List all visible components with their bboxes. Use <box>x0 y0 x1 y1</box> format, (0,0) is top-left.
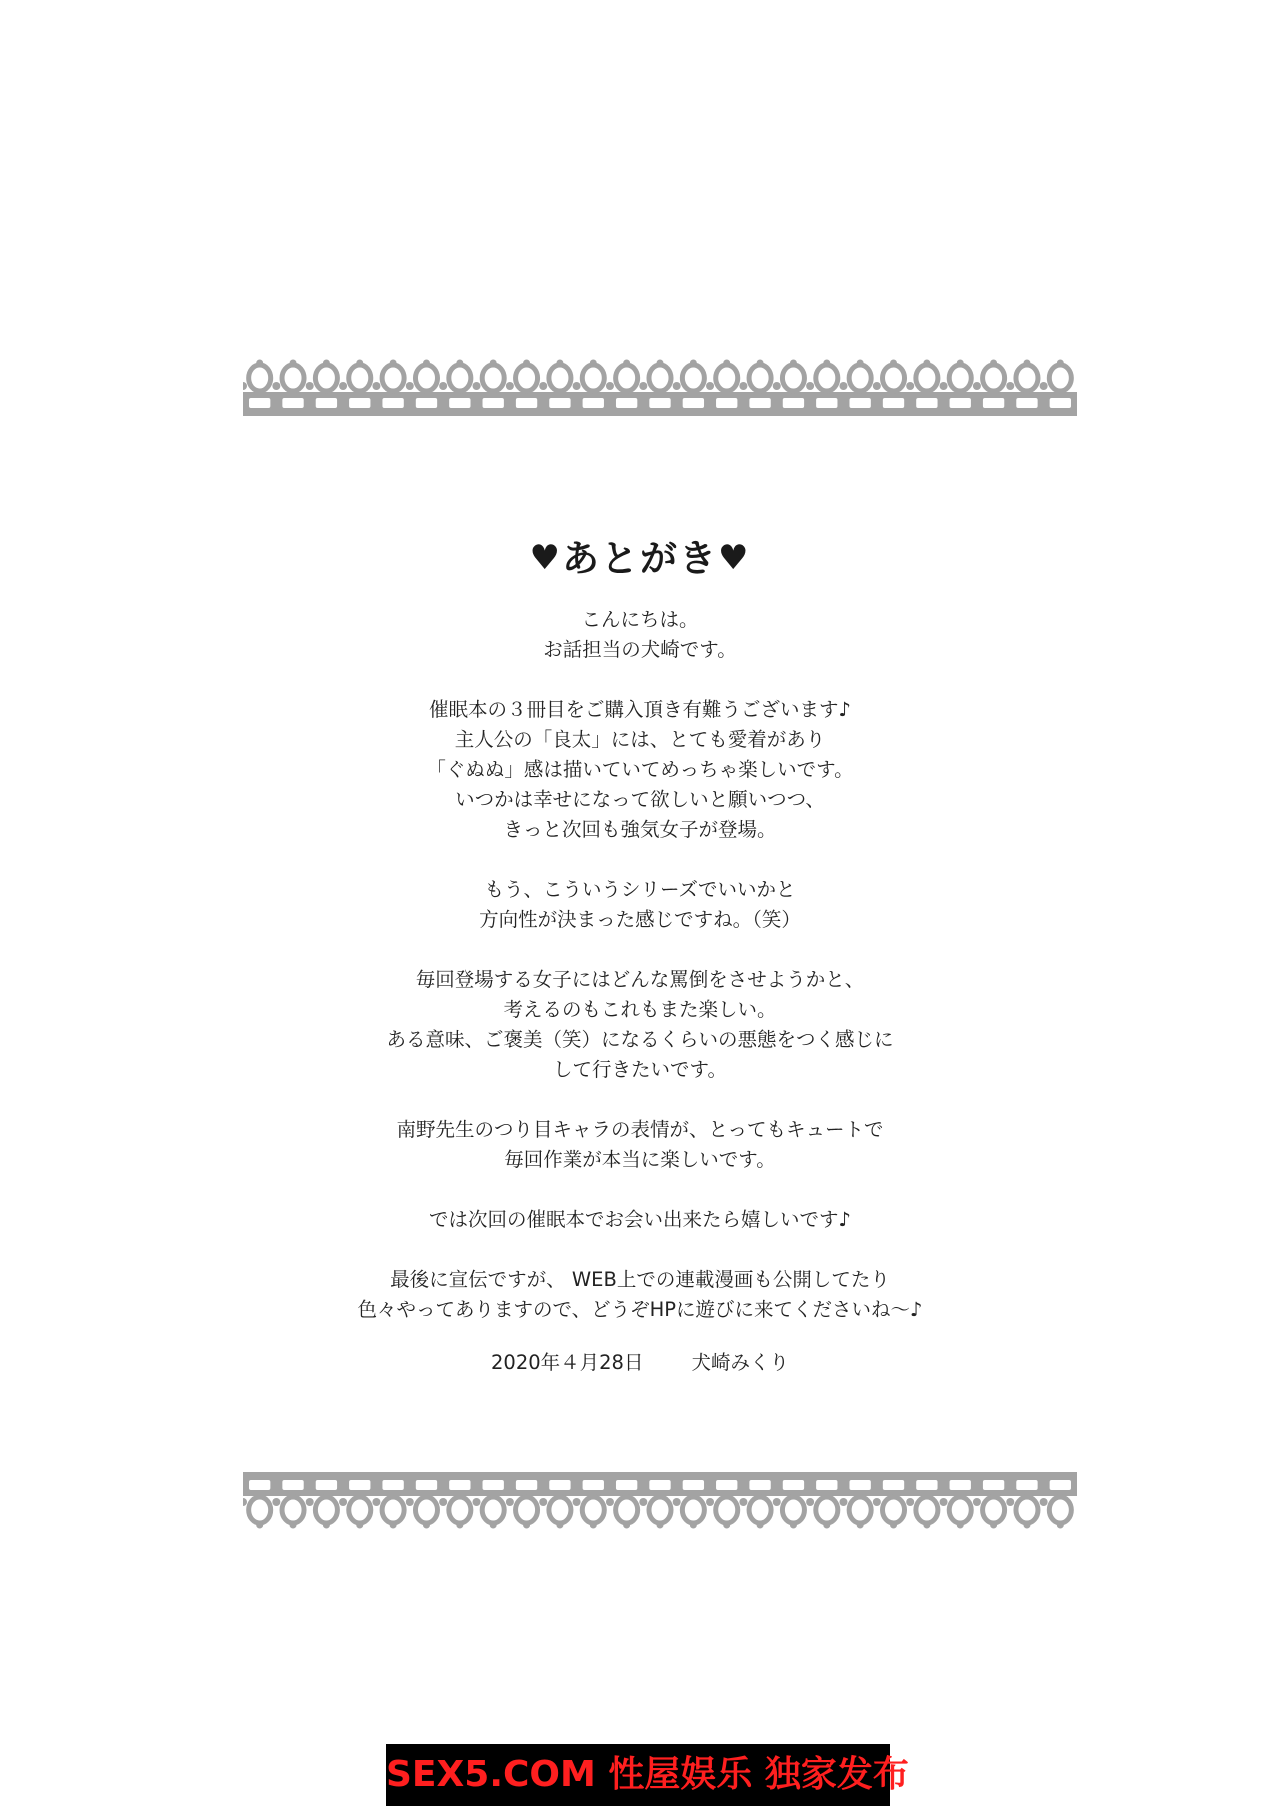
lace-loop <box>916 1497 938 1523</box>
lace-border-bottom-graphic <box>243 1468 1077 1530</box>
lace-hole <box>849 398 870 408</box>
lace-hole <box>849 1480 870 1490</box>
lace-picot <box>657 1522 664 1529</box>
lace-loop <box>749 1497 771 1523</box>
lace-loop <box>616 365 638 391</box>
lace-picot <box>390 1522 397 1529</box>
text-line: こんにちは。 <box>581 608 699 631</box>
paragraph-thanks <box>0 695 1280 845</box>
lace-picot <box>623 1522 630 1529</box>
lace-hole <box>1050 1480 1071 1490</box>
lace-border-top-graphic <box>243 358 1077 420</box>
text-line: いつかは幸せになって欲しいと願いつつ、 <box>455 788 825 811</box>
paragraph-artist <box>0 1115 1280 1175</box>
lace-hole <box>749 1480 770 1490</box>
lace-hole <box>649 1480 670 1490</box>
paragraph-series <box>0 875 1280 935</box>
lace-loop <box>516 365 538 391</box>
lace-hole <box>549 398 570 408</box>
lace-bead <box>1006 1498 1014 1506</box>
lace-bead <box>539 382 547 390</box>
lace-bead <box>606 382 614 390</box>
text-line: 毎回登場する女子にはどんな罵倒をさせようかと、 <box>415 968 865 991</box>
lace-picot <box>990 360 997 367</box>
lace-hole <box>783 1480 804 1490</box>
lace-bead <box>243 382 247 390</box>
text-line: 毎回作業が本当に楽しいです。 <box>504 1148 776 1171</box>
lace-bead <box>873 382 881 390</box>
lace-bead <box>906 1498 914 1506</box>
lace-bead <box>639 1498 647 1506</box>
lace-hole <box>349 398 370 408</box>
afterword-title <box>0 528 1280 582</box>
lace-bead <box>573 1498 581 1506</box>
text-line: お話担当の犬崎です。 <box>543 638 737 661</box>
lace-hole <box>616 1480 637 1490</box>
lace-loop <box>816 365 838 391</box>
lace-picot <box>857 1522 864 1529</box>
lace-border-bottom <box>243 1468 1077 1530</box>
lace-picot <box>990 1522 997 1529</box>
lace-picot <box>1057 360 1064 367</box>
lace-picot <box>1057 1522 1064 1529</box>
lace-hole <box>316 1480 337 1490</box>
lace-bead <box>506 1498 514 1506</box>
lace-picot <box>690 360 697 367</box>
lace-loop <box>816 1497 838 1523</box>
lace-hole <box>282 398 303 408</box>
lace-hole <box>316 398 337 408</box>
heart-icon: ♥ <box>718 538 751 578</box>
lace-picot <box>323 360 330 367</box>
lace-bead <box>243 1498 247 1506</box>
lace-picot <box>657 360 664 367</box>
lace-bead <box>940 1498 948 1506</box>
signature <box>0 1347 1280 1375</box>
lace-bead <box>739 382 747 390</box>
lace-picot <box>456 360 463 367</box>
lace-picot <box>256 360 263 367</box>
lace-bead <box>773 1498 781 1506</box>
lace-loop <box>782 365 804 391</box>
lace-loop <box>315 1497 337 1523</box>
lace-picot <box>590 360 597 367</box>
lace-hole <box>1016 1480 1037 1490</box>
lace-hole <box>282 1480 303 1490</box>
lace-picot <box>957 1522 964 1529</box>
lace-bead <box>473 1498 481 1506</box>
lace-loop <box>849 365 871 391</box>
lace-loop <box>415 365 437 391</box>
lace-picot <box>723 360 730 367</box>
lace-picot <box>923 1522 930 1529</box>
text-line: 色々やってありますので、どうぞHPに遊びに来てくださいね～♪ <box>357 1298 923 1321</box>
lace-loop <box>649 1497 671 1523</box>
lace-loop <box>249 365 271 391</box>
lace-hole <box>816 398 837 408</box>
lace-bead <box>973 1498 981 1506</box>
lace-loop <box>1016 365 1038 391</box>
lace-bead <box>406 1498 414 1506</box>
lace-hole <box>483 398 504 408</box>
lace-loop <box>315 365 337 391</box>
lace-bead <box>272 1498 280 1506</box>
lace-bead <box>606 1498 614 1506</box>
lace-bead <box>439 382 447 390</box>
lace-picot <box>790 1522 797 1529</box>
lace-loop <box>549 1497 571 1523</box>
text-line: ある意味、ご褒美（笑）になるくらいの悪態をつく感じに <box>386 1028 894 1051</box>
lace-loop <box>1049 365 1071 391</box>
lace-loop <box>716 365 738 391</box>
lace-bead <box>773 382 781 390</box>
paragraph-promo <box>0 1265 1280 1325</box>
lace-picot <box>957 360 964 367</box>
lace-hole <box>249 398 270 408</box>
lace-loop <box>482 1497 504 1523</box>
lace-hole <box>249 1480 270 1490</box>
lace-picot <box>290 360 297 367</box>
lace-bead <box>706 382 714 390</box>
lace-picot <box>823 1522 830 1529</box>
lace-hole <box>616 398 637 408</box>
lace-picot <box>356 1522 363 1529</box>
lace-loop <box>782 1497 804 1523</box>
lace-picot <box>490 1522 497 1529</box>
heart-icon: ♥ <box>529 538 562 578</box>
lace-bead <box>806 1498 814 1506</box>
lace-hole <box>683 398 704 408</box>
lace-bead <box>306 1498 314 1506</box>
lace-hole <box>349 1480 370 1490</box>
lace-border-top <box>243 358 1077 420</box>
lace-bead <box>873 1498 881 1506</box>
lace-picot <box>523 360 530 367</box>
lace-loop <box>249 1497 271 1523</box>
lace-loop <box>983 1497 1005 1523</box>
lace-bead <box>906 382 914 390</box>
paragraph-greeting <box>0 605 1280 665</box>
lace-picot <box>256 1522 263 1529</box>
lace-hole <box>449 1480 470 1490</box>
lace-loop <box>616 1497 638 1523</box>
lace-bead <box>506 382 514 390</box>
lace-bead <box>1040 382 1048 390</box>
lace-hole <box>749 398 770 408</box>
lace-hole <box>449 398 470 408</box>
lace-bead <box>339 382 347 390</box>
lace-picot <box>523 1522 530 1529</box>
lace-loop <box>382 1497 404 1523</box>
afterword-body <box>0 605 1280 1355</box>
lace-bead <box>272 382 280 390</box>
lace-loop <box>349 365 371 391</box>
lace-bead <box>473 382 481 390</box>
lace-bead <box>973 382 981 390</box>
lace-loop <box>449 365 471 391</box>
lace-bead <box>739 1498 747 1506</box>
lace-picot <box>423 360 430 367</box>
paragraph-next <box>0 1205 1280 1235</box>
lace-loop <box>449 1497 471 1523</box>
signature-author: 犬崎みくり <box>691 1351 789 1374</box>
lace-bead <box>639 382 647 390</box>
lace-hole <box>1016 398 1037 408</box>
text-line: して行きたいです。 <box>553 1058 727 1081</box>
lace-picot <box>923 360 930 367</box>
text-line: 主人公の「良太」には、とても愛着があり <box>454 728 826 751</box>
lace-picot <box>490 360 497 367</box>
lace-hole <box>883 398 904 408</box>
lace-picot <box>556 360 563 367</box>
lace-hole <box>916 398 937 408</box>
lace-hole <box>583 398 604 408</box>
lace-bead <box>706 1498 714 1506</box>
lace-picot <box>456 1522 463 1529</box>
lace-hole <box>916 1480 937 1490</box>
lace-loop <box>883 1497 905 1523</box>
text-line: 方向性が決まった感じですね。（笑） <box>479 908 801 931</box>
lace-hole <box>816 1480 837 1490</box>
lace-picot <box>723 1522 730 1529</box>
lace-loop <box>516 1497 538 1523</box>
lace-hole <box>649 398 670 408</box>
lace-bead <box>673 1498 681 1506</box>
lace-bead <box>372 1498 380 1506</box>
lace-loop <box>582 1497 604 1523</box>
text-line: きっと次回も強気女子が登場。 <box>503 818 777 841</box>
lace-picot <box>590 1522 597 1529</box>
signature-date: 2020年４月28日 <box>491 1351 644 1374</box>
lace-picot <box>423 1522 430 1529</box>
lace-hole <box>716 398 737 408</box>
lace-hole <box>516 1480 537 1490</box>
lace-bead <box>306 382 314 390</box>
lace-picot <box>1023 360 1030 367</box>
lace-loop <box>716 1497 738 1523</box>
lace-bead <box>573 382 581 390</box>
lace-loop <box>682 365 704 391</box>
lace-hole <box>416 398 437 408</box>
lace-hole <box>549 1480 570 1490</box>
lace-loop <box>1049 1497 1071 1523</box>
lace-loop <box>1016 1497 1038 1523</box>
text-line: では次回の催眠本でお会い出来たら嬉しいです♪ <box>429 1208 851 1231</box>
lace-loop <box>849 1497 871 1523</box>
text-line: 催眠本の３冊目をご購入頂き有難うございます♪ <box>429 698 851 721</box>
watermark-banner: SEX5.COM 性屋娱乐 独家发布 <box>386 1744 890 1806</box>
paragraph-heroines <box>0 965 1280 1085</box>
lace-bead <box>406 382 414 390</box>
lace-loop <box>549 365 571 391</box>
lace-loop <box>415 1497 437 1523</box>
lace-picot <box>890 360 897 367</box>
lace-hole <box>516 398 537 408</box>
lace-hole <box>983 398 1004 408</box>
lace-hole <box>950 1480 971 1490</box>
lace-hole <box>483 1480 504 1490</box>
lace-loop <box>282 365 304 391</box>
lace-hole <box>683 1480 704 1490</box>
lace-loop <box>649 365 671 391</box>
text-line: もう、こういうシリーズでいいかと <box>484 878 796 901</box>
lace-loop <box>482 365 504 391</box>
lace-bead <box>1040 1498 1048 1506</box>
lace-bead <box>940 382 948 390</box>
lace-hole <box>416 1480 437 1490</box>
lace-hole <box>382 398 403 408</box>
lace-hole <box>1050 398 1071 408</box>
lace-bead <box>673 382 681 390</box>
lace-loop <box>682 1497 704 1523</box>
afterword-title-text: あとがき <box>562 537 718 580</box>
lace-hole <box>583 1480 604 1490</box>
lace-picot <box>757 1522 764 1529</box>
lace-bead <box>372 382 380 390</box>
lace-picot <box>623 360 630 367</box>
lace-loop <box>582 365 604 391</box>
lace-loop <box>883 365 905 391</box>
lace-picot <box>390 360 397 367</box>
lace-picot <box>556 1522 563 1529</box>
text-line: 南野先生のつり目キャラの表情が、とってもキュートで <box>396 1118 884 1141</box>
lace-bead <box>339 1498 347 1506</box>
lace-picot <box>690 1522 697 1529</box>
lace-hole <box>716 1480 737 1490</box>
lace-bead <box>439 1498 447 1506</box>
lace-loop <box>949 365 971 391</box>
lace-loop <box>983 365 1005 391</box>
lace-hole <box>883 1480 904 1490</box>
lace-loop <box>749 365 771 391</box>
lace-picot <box>757 360 764 367</box>
lace-loop <box>949 1497 971 1523</box>
lace-bead <box>839 1498 847 1506</box>
lace-hole <box>382 1480 403 1490</box>
lace-loop <box>916 365 938 391</box>
lace-loop <box>349 1497 371 1523</box>
lace-loop <box>282 1497 304 1523</box>
lace-picot <box>790 360 797 367</box>
lace-picot <box>890 1522 897 1529</box>
text-line: 考えるのもこれもまた楽しい。 <box>503 998 777 1021</box>
lace-picot <box>356 360 363 367</box>
lace-bead <box>539 1498 547 1506</box>
lace-hole <box>983 1480 1004 1490</box>
lace-picot <box>323 1522 330 1529</box>
lace-picot <box>290 1522 297 1529</box>
lace-hole <box>783 398 804 408</box>
lace-picot <box>857 360 864 367</box>
lace-hole <box>950 398 971 408</box>
lace-loop <box>382 365 404 391</box>
lace-bead <box>839 382 847 390</box>
text-line: 最後に宣伝ですが、 WEB上での連載漫画も公開してたり <box>390 1268 890 1291</box>
lace-bead <box>806 382 814 390</box>
lace-bead <box>1006 382 1014 390</box>
lace-picot <box>1023 1522 1030 1529</box>
text-line: 「ぐぬぬ」感は描いていてめっちゃ楽しいです。 <box>426 758 854 781</box>
lace-picot <box>823 360 830 367</box>
